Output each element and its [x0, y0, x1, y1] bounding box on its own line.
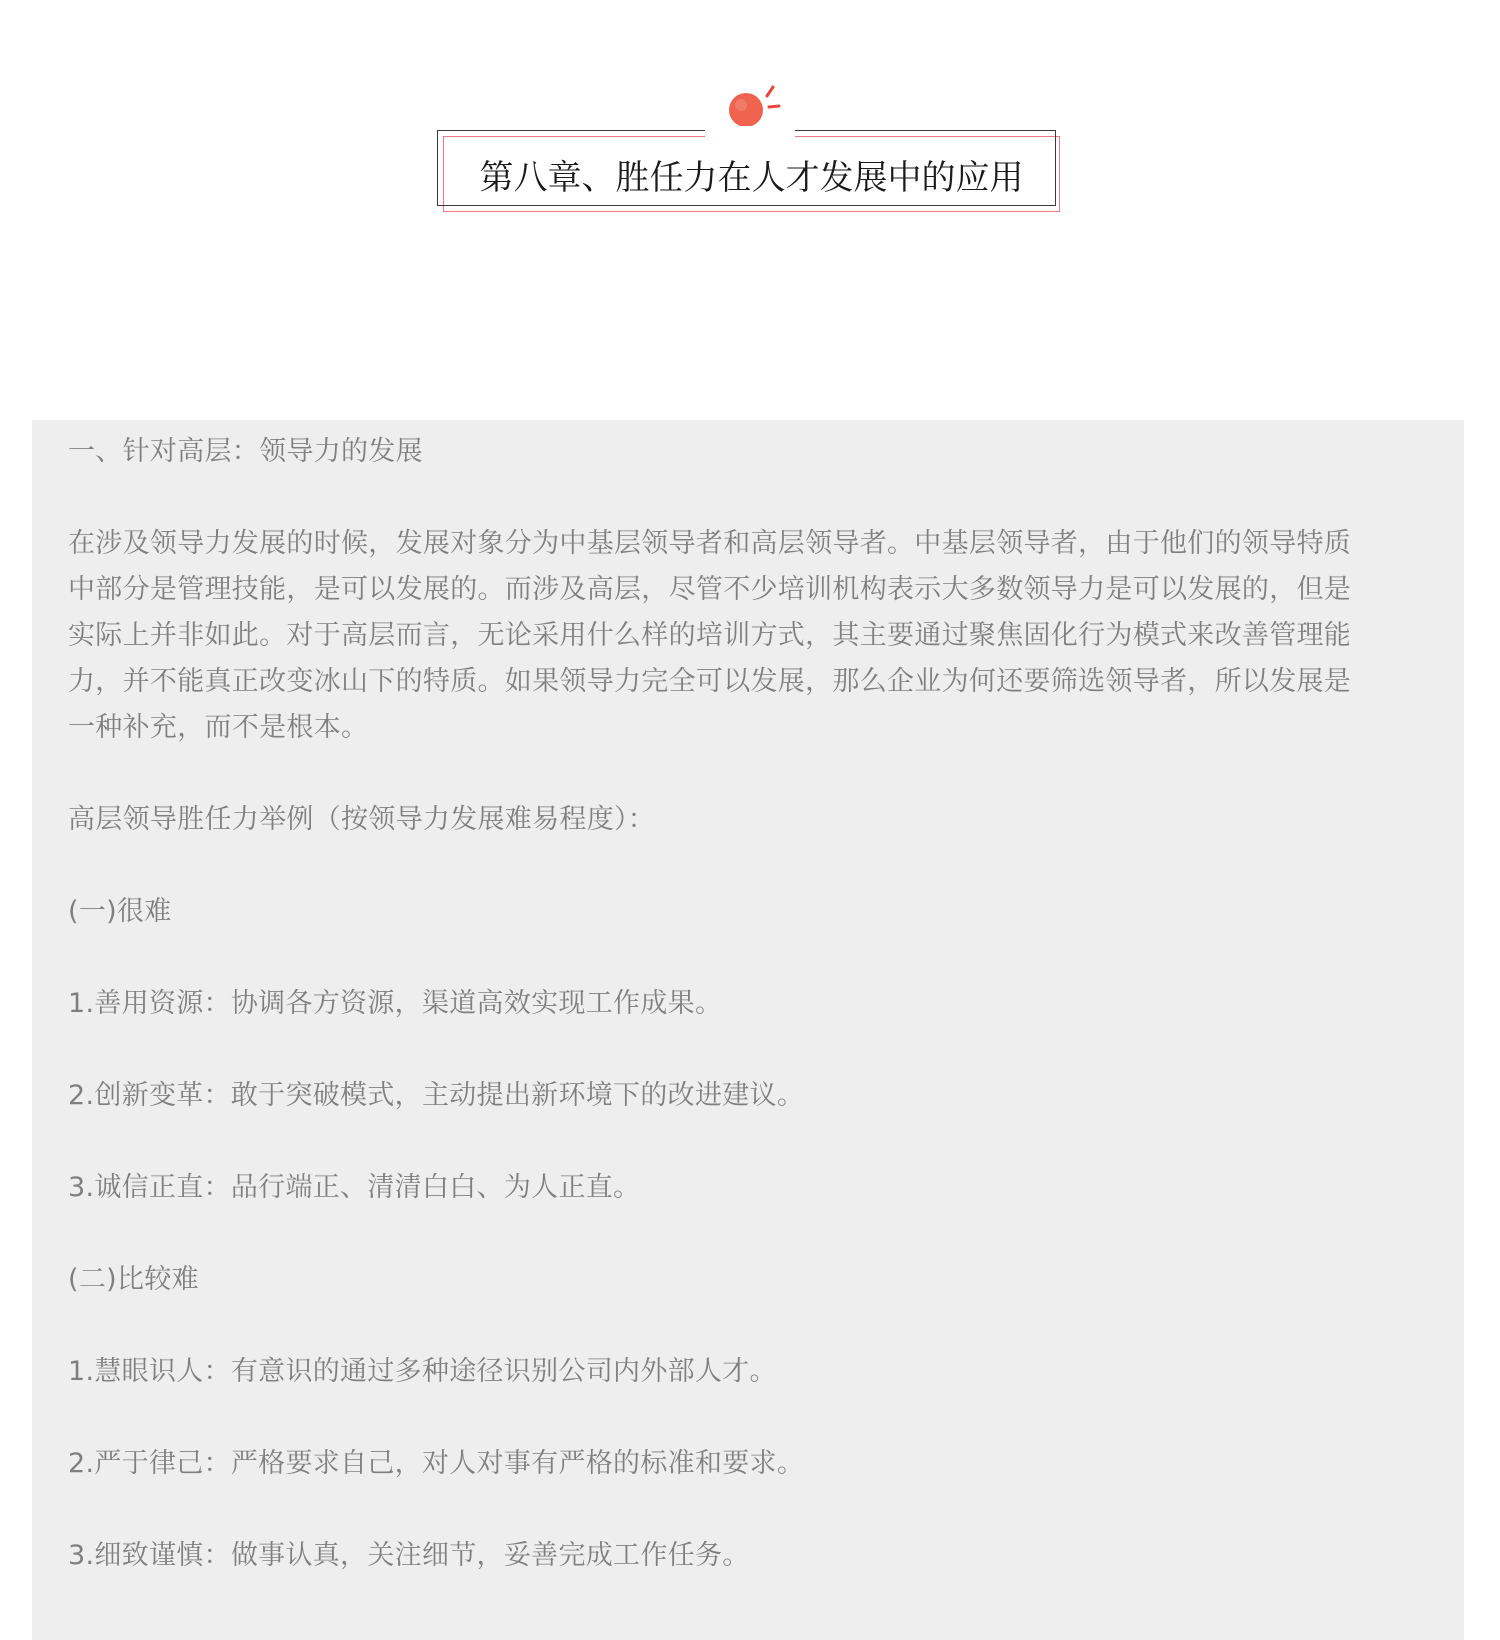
intro-line: 中部分是管理技能，是可以发展的。而涉及高层，尽管不少培训机构表示大多数领导力是可以发展的，但是 [68, 574, 1352, 605]
page-title: 第八章、胜任力在人才发展中的应用 [479, 158, 1024, 198]
list-item: 3.诚信正直：品行端正、清清白白、为人正直。 [68, 1172, 641, 1203]
list-item: 1.慧眼识人：有意识的通过多种途径识别公司内外部人才。 [68, 1356, 777, 1387]
list-item: 1.善用资源：协调各方资源，渠道高效实现工作成果。 [68, 988, 723, 1019]
intro-line: 实际上并非如此。对于高层而言，无论采用什么样的培训方式，其主要通过聚焦固化行为模式来改善管理能 [68, 620, 1352, 651]
intro-line: 在涉及领导力发展的时候，发展对象分为中基层领导者和高层领导者。中基层领导者，由于他们的领导特质 [68, 528, 1352, 559]
group-heading-harder: (二)比较难 [68, 1264, 199, 1295]
chapter-header [0, 0, 1500, 420]
list-item: 2.创新变革：敢于突破模式，主动提出新环境下的改进建议。 [68, 1080, 805, 1111]
title-frame [437, 130, 1060, 210]
list-item: 3.细致谨慎：做事认真，关注细节，妥善完成工作任务。 [68, 1540, 750, 1571]
examples-heading: 高层领导胜任力举例（按领导力发展难易程度）： [68, 804, 656, 835]
intro-line: 力，并不能真正改变冰山下的特质。如果领导力完全可以发展，那么企业为何还要筛选领导者，所以发展是 [68, 666, 1352, 697]
group-heading-very-hard: (一)很难 [68, 896, 172, 927]
red-dot-icon [724, 82, 784, 132]
list-item: 2.严于律己：严格要求自己，对人对事有严格的标准和要求。 [68, 1448, 805, 1479]
intro-line: 一种补充，而不是根本。 [68, 712, 369, 743]
title-frame-gap [705, 126, 795, 138]
section-heading: 一、针对高层：领导力的发展 [68, 436, 423, 467]
content-panel [32, 420, 1464, 1640]
